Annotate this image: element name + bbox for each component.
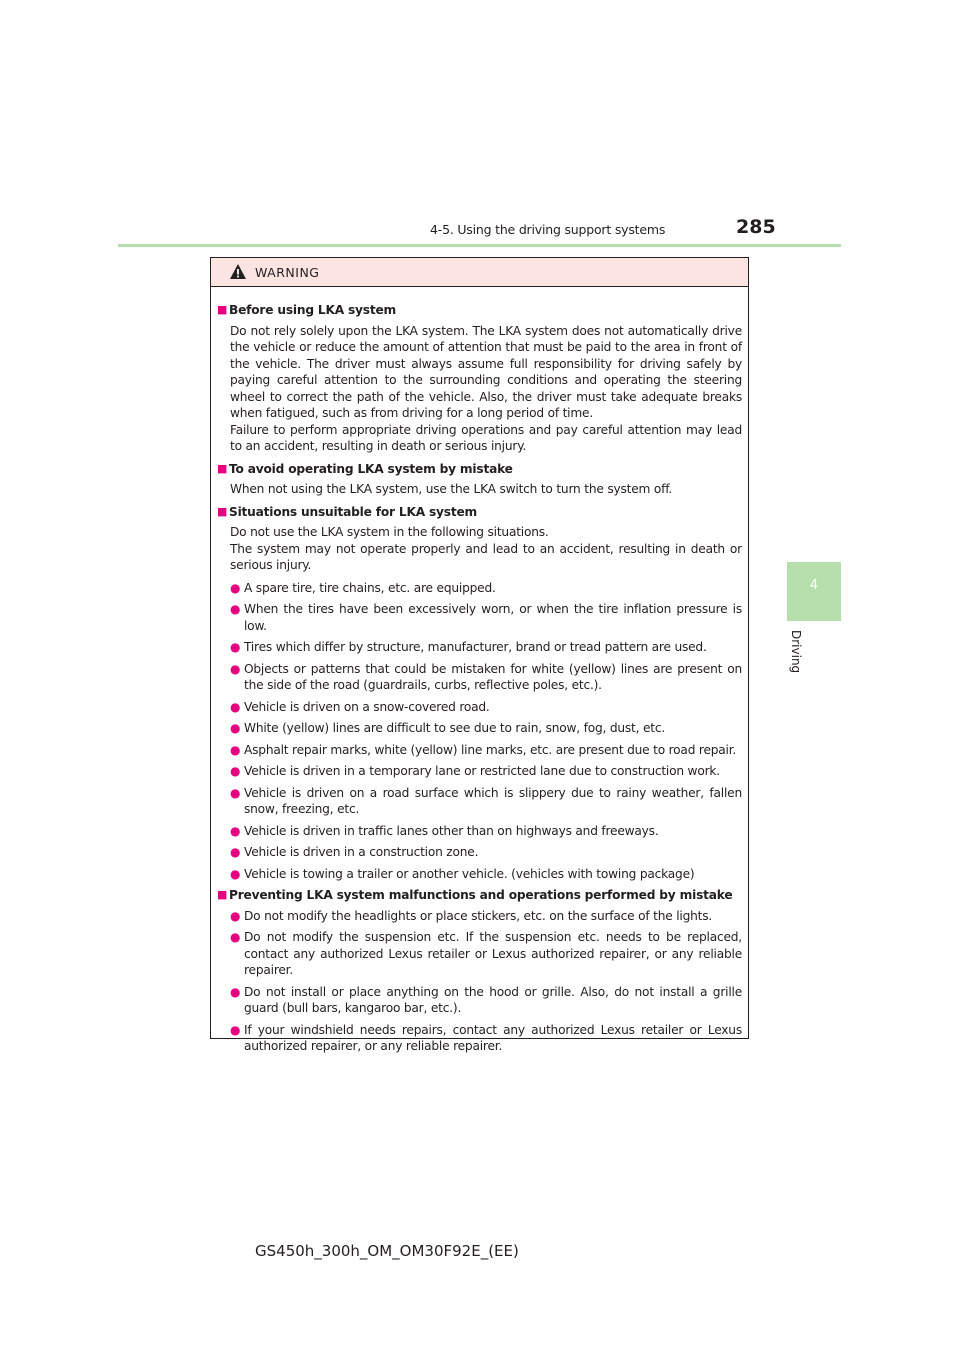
chapter-tab xyxy=(787,562,841,621)
list-item xyxy=(230,844,742,861)
round-bullet-icon: ● xyxy=(230,721,241,735)
section-title xyxy=(217,504,742,521)
warning-section xyxy=(217,302,742,455)
round-bullet-icon: ● xyxy=(230,823,241,838)
round-bullet-icon: ● xyxy=(230,580,241,595)
warning-body xyxy=(211,287,748,1055)
warning-section xyxy=(217,461,742,498)
section-header-title: 4-5. Using the driving support systems xyxy=(430,222,666,237)
section-title xyxy=(217,887,742,904)
round-bullet-icon: ● xyxy=(230,602,241,616)
warning-label: WARNING xyxy=(255,265,320,280)
warning-triangle-icon xyxy=(229,263,247,280)
round-bullet-icon: ● xyxy=(230,699,241,714)
round-bullet-icon: ● xyxy=(230,1022,241,1037)
list-item xyxy=(230,1022,742,1055)
round-bullet-icon: ● xyxy=(230,908,241,923)
list-item-text: Do not modify the suspension etc. If the suspension etc. needs to be replaced, contact any authorized Lexus retailer or Lexus authorized repairer, or any reliable repairer. xyxy=(244,930,742,977)
section-paragraph: Do not rely solely upon the LKA system. The LKA system does not automatically drive the vehicle or reduce the amount of attention that must be paid to the area in front of the vehicle. The driver must always assume full responsibility for driving safely by paying careful attention to the surrounding conditions and operating the steering wheel to correct the path of the vehicle. Also, the driver must take adequate breaks when fatigued, such as from driving for a long period of time. Failure to perform appropriate driving operations and pay careful attention may lead to an accident, resulting in death or serious injury. xyxy=(230,323,742,453)
list-item xyxy=(230,866,742,883)
warning-section xyxy=(217,887,742,1055)
section-title-text: Before using LKA system xyxy=(229,303,397,317)
list-item-text: Do not install or place anything on the hood or grille. Also, do not install a grille guard (bull bars, kangaroo bar, etc.). xyxy=(244,984,742,1015)
section-title xyxy=(217,461,742,478)
section-title xyxy=(217,302,742,319)
square-bullet-icon: ■ xyxy=(217,504,228,518)
list-item-text: If your windshield needs repairs, contact any authorized Lexus retailer or Lexus authorized repairer, or any reliable repairer. xyxy=(244,1022,742,1053)
list-item xyxy=(230,823,742,840)
list-item-text: A spare tire, tire chains, etc. are equipped. xyxy=(244,580,496,595)
bullet-list xyxy=(230,580,742,883)
list-item-text: Vehicle is driven in traffic lanes other than on highways and freeways. xyxy=(244,823,659,838)
section-title-text: To avoid operating LKA system by mistake xyxy=(229,461,513,476)
section-paragraph: Do not use the LKA system in the following situations. The system may not operate properly and lead to an accident, resulting in death or serious injury. xyxy=(230,525,742,572)
header-divider xyxy=(118,244,841,247)
list-item xyxy=(230,699,742,716)
section-paragraph: When not using the LKA system, use the LKA switch to turn the system off. xyxy=(230,482,673,496)
list-item-text: Vehicle is driven in a construction zone. xyxy=(244,845,479,859)
square-bullet-icon: ■ xyxy=(217,461,228,475)
square-bullet-icon: ■ xyxy=(217,303,228,316)
list-item xyxy=(230,742,742,759)
list-item xyxy=(230,908,742,925)
round-bullet-icon: ● xyxy=(230,640,241,654)
chapter-label: Driving xyxy=(789,630,803,674)
list-item-text: Do not modify the headlights or place stickers, etc. on the surface of the lights. xyxy=(244,908,713,923)
footer-model-code: GS450h_300h_OM_OM30F92E_(EE) xyxy=(255,1242,519,1260)
round-bullet-icon: ● xyxy=(230,984,241,999)
list-item-text: When the tires have been excessively worn, or when the tire inflation pressure is low. xyxy=(244,602,742,633)
list-item xyxy=(230,763,742,780)
warning-header xyxy=(211,258,748,287)
list-item xyxy=(230,580,742,597)
list-item-text: Vehicle is driven in a temporary lane or restricted lane due to construction work. xyxy=(244,764,720,778)
list-item xyxy=(230,720,742,737)
section-title-text: Preventing LKA system malfunctions and operations performed by mistake xyxy=(229,888,733,902)
list-item xyxy=(230,661,742,694)
round-bullet-icon: ● xyxy=(230,785,241,800)
list-item-text: Vehicle is driven on a snow-covered road. xyxy=(244,699,490,714)
list-item xyxy=(230,929,742,979)
round-bullet-icon: ● xyxy=(230,764,241,778)
round-bullet-icon: ● xyxy=(230,845,241,859)
warning-section xyxy=(217,504,742,883)
list-item xyxy=(230,785,742,818)
list-item-text: Asphalt repair marks, white (yellow) line marks, etc. are present due to road repair. xyxy=(244,742,737,757)
warning-box xyxy=(210,257,749,1053)
round-bullet-icon: ● xyxy=(230,930,241,944)
page-number: 285 xyxy=(736,216,776,238)
bullet-list xyxy=(230,908,742,1055)
list-item xyxy=(230,601,742,634)
list-item xyxy=(230,984,742,1017)
list-item-text: White (yellow) lines are difficult to see due to rain, snow, fog, dust, etc. xyxy=(244,721,666,735)
list-item-text: Vehicle is towing a trailer or another vehicle. (vehicles with towing package) xyxy=(244,866,695,881)
list-item-text: Vehicle is driven on a road surface which is slippery due to rainy weather, fallen snow, freezing, etc. xyxy=(244,785,742,816)
list-item-text: Tires which differ by structure, manufacturer, brand or tread pattern are used. xyxy=(244,640,707,654)
round-bullet-icon: ● xyxy=(230,866,241,881)
list-item xyxy=(230,639,742,656)
square-bullet-icon: ■ xyxy=(217,888,228,901)
list-item-text: Objects or patterns that could be mistaken for white (yellow) lines are present on the side of the road (guardrails, curbs, reflective poles, etc.). xyxy=(244,661,742,692)
section-title-text: Situations unsuitable for LKA system xyxy=(229,504,478,519)
round-bullet-icon: ● xyxy=(230,742,241,757)
chapter-number: 4 xyxy=(809,578,819,593)
round-bullet-icon: ● xyxy=(230,661,241,676)
